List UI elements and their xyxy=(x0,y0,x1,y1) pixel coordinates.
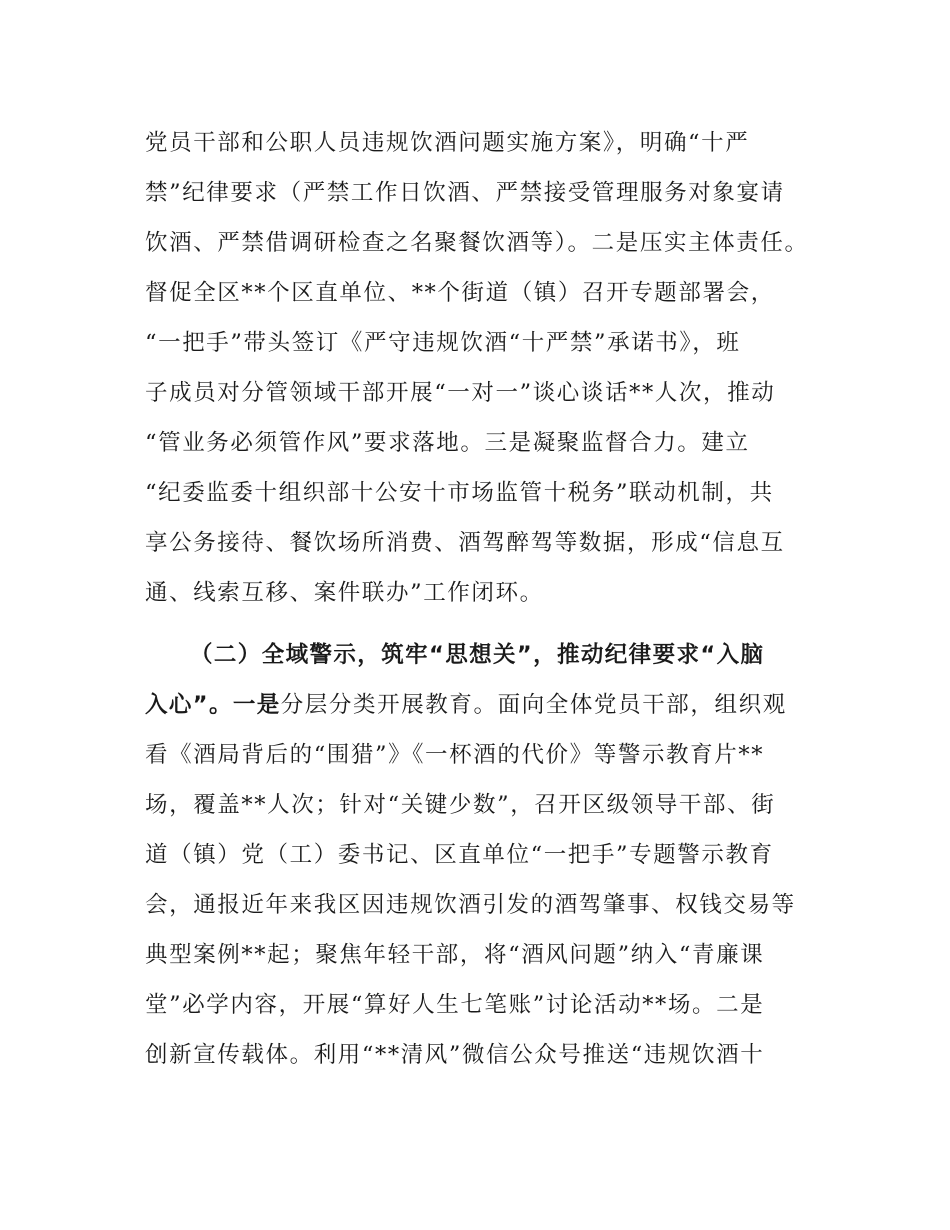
text-line: 堂”必学内容，开展“算好人生七笔账”讨论活动**场。二是 xyxy=(145,992,765,1018)
text-line: 场，覆盖**人次；针对“关键少数”，召开区级领导干部、街 xyxy=(145,792,776,818)
text-line: “管业务必须管作风”要求落地。三是凝聚监督合力。建立 xyxy=(145,430,750,456)
text-line: 享公务接待、餐饮场所消费、酒驾醉驾等数据，形成“信息互 xyxy=(145,530,785,556)
text-line: 典型案例**起；聚焦年轻干部，将“酒风问题”纳入“青廉课 xyxy=(145,942,765,968)
text-line: “纪委监委十组织部十公安十市场监管十税务”联动机制，共 xyxy=(145,480,774,506)
text-run: 分层分类开展教育。面向全体党员干部，组织观 xyxy=(280,692,787,718)
text-line: “一把手”带头签订《严守违规饮酒“十严禁”承诺书》，班 xyxy=(145,330,741,356)
text-line: 通、线索互移、案件联办”工作闭环。 xyxy=(145,580,544,606)
text-line: 道（镇）党（工）委书记、区直单位“一把手”专题警示教育 xyxy=(145,842,774,868)
text-line: 督促全区**个区直单位、**个街道（镇）召开专题部署会， xyxy=(145,280,775,306)
text-line: 饮酒、严禁借调研检查之名聚餐饮酒等）。二是压实主体责任。 xyxy=(145,230,809,256)
text-line: 创新宣传载体。利用“**清风”微信公众号推送“违规饮酒十 xyxy=(145,1042,765,1068)
text-line-mixed xyxy=(145,690,787,720)
text-line: 会，通报近年来我区因违规饮酒引发的酒驾肇事、权钱交易等 xyxy=(145,892,796,918)
section-heading: （二）全域警示，筑牢“思想关”，推动纪律要求“入脑 xyxy=(190,642,765,668)
text-line: 党员干部和公职人员违规饮酒问题实施方案》，明确“十严 xyxy=(145,130,750,156)
text-line: 子成员对分管领域干部开展“一对一”谈心谈话**人次，推动 xyxy=(145,380,776,406)
section-heading-continuation: 入心”。一是 xyxy=(145,692,281,718)
text-line: 看《酒局背后的“围猎”》《一杯酒的代价》等警示教育片** xyxy=(145,742,765,768)
text-line: 禁”纪律要求（严禁工作日饮酒、严禁接受管理服务对象宴请 xyxy=(145,180,785,206)
